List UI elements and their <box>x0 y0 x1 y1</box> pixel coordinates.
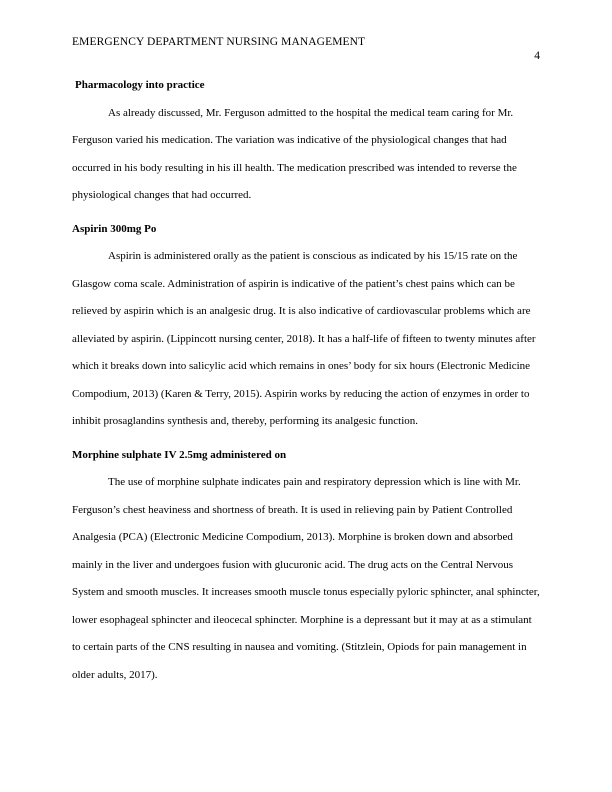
section-heading-pharmacology: Pharmacology into practice <box>75 79 205 91</box>
section-heading-morphine: Morphine sulphate IV 2.5mg administered on <box>72 448 287 461</box>
page-number: 4 <box>534 50 540 62</box>
section-paragraph-pharmacology: As already discussed, Mr. Ferguson admitted to the hospital the medical team caring for Mr. Ferguson varied his medication. The variation was indicative of the physiological changes that had occurred in his body resulting in his ill health. The medication prescribed was intended to reverse the physiological changes that had occurred. <box>72 106 517 201</box>
section-paragraph-aspirin: Aspirin is administered orally as the patient is conscious as indicated by his 15/15 rate on the Glasgow coma scale. Administration of aspirin is indicative of the patient’s chest pains which can be relieved by aspirin which is an analgesic drug. It is also indicative of cardiovascular problems which are alleviated by aspirin. (Lippincott nursing center, 2018). It has a half-life of fifteen to twenty minutes after which it breaks down into salicylic acid which remains in ones’ body for six hours (Electronic Medicine Compodium, 2013) (Karen & Terry, 2015). Aspirin works by reducing the action of enzymes in order to inhibit prosaglandins synthesis and, thereby, performing its analgesic function. <box>72 250 536 427</box>
running-head: EMERGENCY DEPARTMENT NURSING MANAGEMENT <box>72 36 366 48</box>
document-body <box>72 72 540 689</box>
section-heading-aspirin: Aspirin 300mg Po <box>72 222 157 235</box>
section-paragraph-morphine: The use of morphine sulphate indicates pain and respiratory depression which is line with Mr. Ferguson’s chest heaviness and shortness of breath. It is used in relieving pain by Patient Controlled Analgesia (PCA) (Electronic Medicine Compodium, 2013). Morphine is broken down and absorbed mainly in the liver and undergoes fusion with glucuronic acid. The drug acts on the Central Nervous System and smooth muscles. It increases smooth muscle tonus especially pyloric sphincter, anal sphincter, lower esophageal sphincter and ileocecal sphincter. Morphine is a depressant but it may at as a stimulant to certain parts of the CNS resulting in nausea and vomiting. (Stitzlein, Opiods for pain management in older adults, 2017). <box>72 476 540 681</box>
